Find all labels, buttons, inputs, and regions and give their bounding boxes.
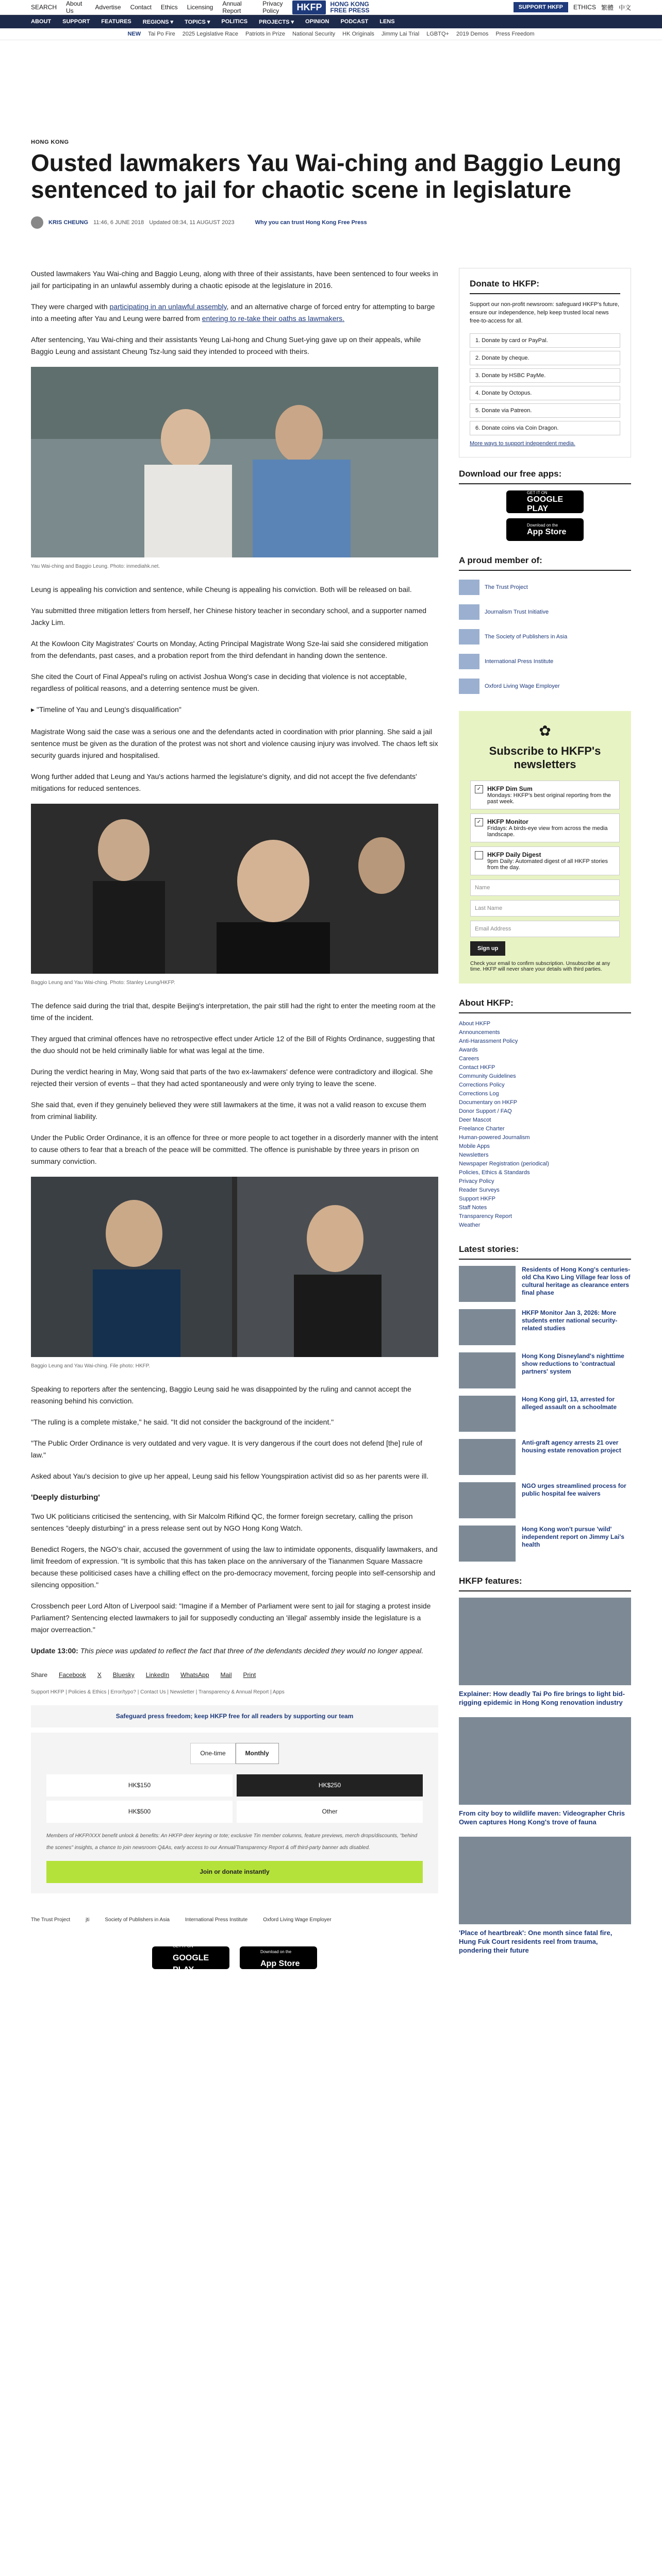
nav-opinion[interactable]: OPINION xyxy=(305,19,329,25)
paragraph: The defence said during the trial that, despite Beijing's interpretation, the pair still had the right to enter the meeting room at the time of the incident. xyxy=(31,1002,436,1022)
story-item[interactable] xyxy=(459,1439,631,1475)
article-title: Ousted lawmakers Yau Wai-ching and Baggio Leung sentenced to jail for chaotic scene in legislature xyxy=(31,149,622,203)
story-thumbnail xyxy=(459,1439,516,1475)
site-logo[interactable] xyxy=(292,1,369,14)
feature-headline[interactable]: 'Place of heartbreak': One month since fatal fire, Hung Fuk Court residents reel from trauma, pondering their future xyxy=(459,1929,613,1954)
paragraph: They argued that criminal offences have no retrospective effect under Article 12 of the Bill of Rights Ordinance, suggesting that the duo should not be held criminally liable for what was legal at the time. xyxy=(31,1035,435,1055)
story-item[interactable] xyxy=(459,1396,631,1432)
feature-image[interactable] xyxy=(459,1837,631,1924)
about-link[interactable]: Reader Surveys xyxy=(459,1187,500,1193)
paragraph: She cited the Court of Final Appeal's ruling on activist Joshua Wong's case in deciding that violence is not acceptable, regardless of political reasons, and a deterring sentence must be given. xyxy=(31,672,407,692)
top-link-contact[interactable]: Contact xyxy=(130,4,152,11)
about-link[interactable]: Freelance Charter xyxy=(459,1126,505,1132)
story-item[interactable] xyxy=(459,1482,631,1518)
trending-item[interactable]: 2019 Demos xyxy=(456,31,489,37)
first-name-field[interactable]: Name xyxy=(470,879,620,896)
paragraph: After sentencing, Yau Wai-ching and their assistants Yeung Lai-hong and Chung Suet-ying gave up on their appeals, while Baggio Leung and assistant Cheung Tsz-lung said they intended to proceed with theirs. xyxy=(31,335,421,355)
about-link[interactable]: Policies, Ethics & Standards xyxy=(459,1170,530,1176)
member-item[interactable] xyxy=(459,626,631,647)
about-widget xyxy=(459,998,631,1230)
paragraph: Crossbench peer Lord Alton of Liverpool said: "Imagine if a Member of Parliament were sent to jail for staging a protest inside Parliament? Sentencing elected lawmakers to jail for supposedly conducting an 'illegal' assembly inside the legislature is a major overreaction." xyxy=(31,1602,431,1634)
nav-features[interactable]: FEATURES xyxy=(101,19,131,25)
amount-option[interactable]: HK$150 xyxy=(46,1774,233,1797)
trending-item[interactable]: HK Originals xyxy=(342,31,374,37)
share-whatsapp[interactable]: WhatsApp xyxy=(180,1671,209,1679)
member-logo-icon xyxy=(459,629,479,645)
checkbox-icon[interactable]: ✓ xyxy=(475,818,483,826)
more-ways-link[interactable]: More ways to support independent media. xyxy=(470,440,575,447)
donate-option[interactable]: 1. Donate by card or PayPal. xyxy=(470,333,620,348)
nav-support[interactable]: SUPPORT xyxy=(62,19,90,25)
story-thumbnail xyxy=(459,1352,516,1388)
donate-widget xyxy=(459,268,631,457)
article-kicker[interactable]: HONG KONG xyxy=(31,139,69,145)
newsletter-desc: Mondays: HKFP's best original reporting from the past week. xyxy=(487,792,611,805)
newsletter-desc: 9pm Daily: Automated digest of all HKFP stories from the day. xyxy=(487,858,608,871)
member-name: Oxford Living Wage Employer xyxy=(485,683,560,689)
article-photo xyxy=(31,804,438,974)
freq-monthly[interactable]: Monthly xyxy=(236,1743,279,1764)
share-facebook[interactable]: Facebook xyxy=(59,1671,86,1679)
checkbox-icon[interactable]: ✓ xyxy=(475,785,483,793)
logo-mark: HKFP xyxy=(292,1,326,14)
story-headline: Anti-graft agency arrests 21 over housing estate renovation project xyxy=(522,1439,621,1454)
store-small-text: Download on the xyxy=(260,1950,292,1954)
member-logo[interactable]: The Trust Project xyxy=(31,1917,71,1923)
frequency-toggle xyxy=(46,1743,423,1764)
author-name[interactable]: KRIS CHEUNG xyxy=(48,219,89,226)
member-title: A proud member of: xyxy=(459,555,631,571)
deer-mascot-icon: ✿ xyxy=(539,723,551,739)
photo-caption: Baggio Leung and Yau Wai-ching. Photo: Stanley Leung/HKFP. xyxy=(31,980,175,986)
story-headline: Hong Kong Disneyland's nighttime show reductions to 'contractual partners' system xyxy=(522,1352,624,1375)
member-logo-icon xyxy=(459,580,479,595)
paragraph: Leung is appealing his conviction and sentence, while Cheung is appealing his conviction. Both will be released on bail. xyxy=(31,585,412,594)
paragraph: Benedict Rogers, the NGO's chair, accused the government of using the law to intimidate opponents, disqualify lawmakers, and limit freedom of expression. "It is symbolic that this has taken place on the anniversary of the Tiananmen Square Massacre because these politicised cases have a chilling effect on the pro-democracy movement, forcing people into self-censorship and silencing opposition." xyxy=(31,1545,438,1589)
google-play-button[interactable] xyxy=(506,490,584,513)
author-avatar xyxy=(31,216,43,229)
publish-date: 11:46, 6 JUNE 2018 xyxy=(93,219,144,226)
join-donate-button[interactable]: Join or donate instantly xyxy=(46,1861,423,1883)
member-name: International Press Institute xyxy=(485,658,554,665)
newsletter-name: HKFP Monitor xyxy=(487,818,528,825)
features-title: HKFP features: xyxy=(459,1576,631,1591)
article-photo xyxy=(31,1177,438,1357)
store-small-text: GET IT ON xyxy=(173,1943,193,1948)
paragraph: Speaking to reporters after the sentencing, Baggio Leung said he was disappointed by the ruling and cannot accept the reasoning behind his conviction. xyxy=(31,1385,411,1405)
donate-box xyxy=(31,1733,438,1893)
nav-about[interactable]: ABOUT xyxy=(31,19,52,25)
store-name: App Store xyxy=(260,1959,300,1968)
trust-link[interactable]: Why you can trust Hong Kong Free Press xyxy=(255,219,367,226)
story-item[interactable] xyxy=(459,1266,631,1302)
text: They were charged with xyxy=(31,302,110,311)
byline xyxy=(31,216,631,229)
donate-option[interactable]: 2. Donate by cheque. xyxy=(470,351,620,365)
text: , and an alternative charge of forced entry for attempting to barge into a meeting after Yau and Leung were barred from xyxy=(31,302,435,323)
paragraph: Ousted lawmakers Yau Wai-ching and Baggio Leung, along with three of their assistants, have been sentenced to four weeks in jail for participating in an unlawful assembly during a chaotic episode at the legislature in 2016. xyxy=(31,269,438,290)
about-link[interactable]: Awards xyxy=(459,1047,478,1053)
about-link[interactable]: Anti-Harassment Policy xyxy=(459,1038,518,1044)
paragraph: Wong further added that Leung and Yau's actions harmed the legislature's dignity, and did not accept the five defendants' mitigations for reduced sentences. xyxy=(31,772,417,792)
nav-regions[interactable]: REGIONS ▾ xyxy=(142,19,174,25)
update-label: Update 13:00: xyxy=(31,1647,80,1655)
about-link[interactable]: Corrections Log xyxy=(459,1091,499,1097)
about-link[interactable]: Transparency Report xyxy=(459,1213,512,1219)
member-logo-icon xyxy=(459,679,479,694)
latest-stories-widget xyxy=(459,1244,631,1562)
trending-item[interactable]: Press Freedom xyxy=(495,31,535,37)
article-photo xyxy=(31,367,438,557)
store-name: GOOGLE PLAY xyxy=(527,495,564,513)
donate-title: Donate to HKFP: xyxy=(470,279,620,294)
newsletter-option[interactable] xyxy=(470,814,620,842)
donate-option[interactable]: 5. Donate via Patreon. xyxy=(470,403,620,418)
store-name: App Store xyxy=(527,527,567,536)
about-link[interactable]: Donor Support / FAQ xyxy=(459,1108,512,1114)
search-button[interactable]: SEARCH xyxy=(31,4,57,11)
top-link-about[interactable]: About Us xyxy=(66,0,82,14)
sidebar xyxy=(459,268,631,1969)
membership-note: Members of HKFP/XXX benefit unlock & benefits: An HKFP deer keyring or tote; exclusive Tin member columns, feature previews, merch drops/discounts, "behind the scenes" insights, a chance to join newsroom Q&As, early access to our Annual/Transparency Report & off third-party banner ads disabled. xyxy=(46,1833,418,1851)
amount-option[interactable]: HK$500 xyxy=(46,1801,233,1823)
paragraph: Under the Public Order Ordinance, it is an offence for three or more people to act together in a disorderly manner with the intent to cause others to fear that a breach of the peace will be committed. The offence is punishable by three years in prison on summary conviction. xyxy=(31,1133,438,1165)
newsletter-name: HKFP Daily Digest xyxy=(487,851,541,858)
about-link[interactable]: Staff Notes xyxy=(459,1205,487,1211)
article-header xyxy=(31,139,631,244)
nav-politics[interactable]: POLITICS xyxy=(221,19,248,25)
trending-item[interactable]: National Security xyxy=(292,31,336,37)
photo-caption: Yau Wai-ching and Baggio Leung. Photo: inmediahk.net. xyxy=(31,564,160,569)
member-item[interactable] xyxy=(459,577,631,598)
member-name: The Trust Project xyxy=(485,584,528,590)
app-store-button[interactable] xyxy=(240,1946,317,1969)
member-logo[interactable]: International Press Institute xyxy=(185,1917,248,1923)
top-link-advertise[interactable]: Advertise xyxy=(95,4,121,11)
story-item[interactable] xyxy=(459,1352,631,1388)
amount-option[interactable]: Other xyxy=(237,1801,423,1823)
feature-headline[interactable]: Explainer: How deadly Tai Po fire brings to light bid-rigging epidemic in Hong Kong renovation industry xyxy=(459,1690,625,1706)
story-headline: HKFP Monitor Jan 3, 2026: More students enter national security-related studies xyxy=(522,1309,618,1332)
timeline-toggle[interactable]: ▸ "Timeline of Yau and Leung's disqualification" xyxy=(31,705,181,714)
update-text: This piece was updated to reflect the fact that three of the defendants decided they would no longer appeal. xyxy=(80,1647,424,1655)
story-thumbnail xyxy=(459,1396,516,1432)
about-link[interactable]: Deer Mascot xyxy=(459,1117,491,1123)
inline-link[interactable]: participating in an unlawful assembly xyxy=(109,302,227,311)
newsletter-widget xyxy=(459,711,631,984)
logo-line2: FREE PRESS xyxy=(330,7,370,14)
paragraph: Magistrate Wong said the case was a serious one and the defendants acted in coordination with prior planning. She said a jail sentence must be given as the duration of the protest was not short and violence causing injury was involved. The chaos left six security guards injured and hospitalised. xyxy=(31,727,438,759)
signup-button[interactable]: Sign up xyxy=(470,941,505,956)
about-link[interactable]: Mobile Apps xyxy=(459,1143,490,1149)
paragraph: "The Public Order Ordinance is very outdated and very vague. It is very dangerous if the court does not defend [the] rule of law." xyxy=(31,1439,423,1459)
updated-date: Updated 08:34, 11 AUGUST 2023 xyxy=(149,219,235,226)
share-linkedin[interactable]: LinkedIn xyxy=(145,1671,170,1679)
member-item[interactable] xyxy=(459,676,631,697)
paragraph: During the verdict hearing in May, Wong said that parts of the two ex-lawmakers' defence were contradictory and illogical. She rejected their version of events – that they had acted spontaneously and were only trying to leave the scene. xyxy=(31,1067,433,1088)
store-small-text: GET IT ON xyxy=(527,490,548,495)
trending-item[interactable]: LGBTQ+ xyxy=(426,31,449,37)
article-footer-links[interactable]: Support HKFP | Policies & Ethics | Error/typo? | Contact Us | Newsletter | Transparency & Annual Report | Apps xyxy=(31,1689,285,1695)
top-link-annual[interactable]: Annual Report xyxy=(222,0,242,14)
last-name-field[interactable]: Last Name xyxy=(470,900,620,917)
photo-caption: Baggio Leung and Yau Wai-ching. File photo: HKFP. xyxy=(31,1363,150,1369)
photo-illustration xyxy=(31,1177,438,1357)
donate-banner[interactable]: Safeguard press freedom; keep HKFP free for all readers by supporting our team xyxy=(31,1705,438,1727)
logo-line1: HONG KONG xyxy=(330,1,369,8)
newsletter-option[interactable] xyxy=(470,846,620,875)
member-logo-icon xyxy=(459,604,479,620)
email-field[interactable]: Email Address xyxy=(470,921,620,937)
story-item[interactable] xyxy=(459,1309,631,1345)
story-item[interactable] xyxy=(459,1526,631,1562)
apps-title: Download our free apps: xyxy=(459,469,631,484)
about-link[interactable]: Corrections Policy xyxy=(459,1082,505,1088)
chinese-link[interactable]: 繁體 xyxy=(601,4,614,11)
about-link[interactable]: Announcements xyxy=(459,1029,500,1036)
member-logos-row xyxy=(31,1914,438,1926)
apps-widget xyxy=(459,469,631,541)
donate-option[interactable]: 3. Donate by HSBC PayMe. xyxy=(470,368,620,383)
share-print[interactable]: Print xyxy=(243,1671,256,1679)
about-link[interactable]: About HKFP xyxy=(459,1021,491,1027)
paragraph: Asked about Yau's decision to give up her appeal, Leung said his fellow Youngspiration activist did so as her parents were ill. xyxy=(31,1472,429,1480)
paragraph xyxy=(31,301,438,325)
chinese-link-2[interactable]: 中文 xyxy=(618,4,631,11)
about-link[interactable]: Weather xyxy=(459,1222,481,1228)
app-store-buttons xyxy=(31,1943,438,1974)
about-link[interactable]: Support HKFP xyxy=(459,1196,495,1202)
feature-headline[interactable]: From city boy to wildlife maven: Videographer Chris Owen captures Hong Kong's trove of fauna xyxy=(459,1809,625,1826)
subheading: 'Deeply disturbing' xyxy=(31,1493,100,1502)
about-link[interactable]: Human-powered Journalism xyxy=(459,1134,530,1141)
trending-item[interactable]: Jimmy Lai Trial xyxy=(381,31,420,37)
newsletter-fineprint: Check your email to confirm subscription. Unsubscribe at any time. HKFP will never share your details with third parties. xyxy=(470,961,610,972)
timeline-toggle-label: "Timeline of Yau and Leung's disqualification" xyxy=(36,705,181,714)
member-logo[interactable]: Society of Publishers in Asia xyxy=(105,1917,170,1923)
paragraph: She said that, even if they genuinely believed they were still lawmakers at the time, it was not a valid reason to excuse them from criminal liability. xyxy=(31,1100,426,1121)
nav-projects[interactable]: PROJECTS ▾ xyxy=(259,19,294,25)
app-store-button[interactable] xyxy=(506,518,584,541)
about-title: About HKFP: xyxy=(459,998,631,1013)
about-link[interactable]: Contact HKFP xyxy=(459,1064,495,1071)
story-thumbnail xyxy=(459,1309,516,1345)
google-play-button[interactable] xyxy=(152,1943,229,1974)
top-link-ethics[interactable]: Ethics xyxy=(160,4,178,11)
top-link-privacy[interactable]: Privacy Policy xyxy=(262,0,283,14)
member-logo[interactable]: jti xyxy=(86,1917,90,1923)
story-thumbnail xyxy=(459,1266,516,1302)
member-name: The Society of Publishers in Asia xyxy=(485,634,568,640)
newsletter-title: Subscribe to HKFP's newsletters xyxy=(489,744,601,771)
article-body xyxy=(31,268,438,1974)
about-link[interactable]: Careers xyxy=(459,1056,479,1062)
main-nav xyxy=(0,15,662,28)
paragraph: Two UK politicians criticised the sentencing, with Sir Malcolm Rifkind QC, the former foreign secretary, calling the prison sentences "deeply disturbing" in a press release sent out by NGO Hong Kong Watch. xyxy=(31,1512,413,1532)
story-headline: NGO urges streamlined process for public hospital fee waivers xyxy=(522,1482,626,1497)
trending-bar xyxy=(0,28,662,40)
top-bar xyxy=(0,0,662,15)
about-link[interactable]: Privacy Policy xyxy=(459,1178,494,1184)
about-link[interactable]: Newsletters xyxy=(459,1152,489,1158)
about-link[interactable]: Community Guidelines xyxy=(459,1073,516,1079)
trending-item[interactable]: Patriots in Prize xyxy=(245,31,285,37)
story-headline: Residents of Hong Kong's centuries-old Cha Kwo Ling Village fear loss of cultural heritage as clearance enters final phase xyxy=(522,1266,631,1296)
photo-illustration xyxy=(31,804,438,974)
newsletter-option[interactable] xyxy=(470,781,620,809)
member-logo-icon xyxy=(459,654,479,669)
member-widget xyxy=(459,555,631,697)
feature-image[interactable] xyxy=(459,1598,631,1685)
amount-grid xyxy=(46,1774,423,1823)
donate-option[interactable]: 6. Donate coins via Coin Dragon. xyxy=(470,421,620,435)
update-note xyxy=(31,1645,438,1657)
share-x[interactable]: X xyxy=(97,1671,102,1679)
trending-item[interactable]: Tai Po Fire xyxy=(148,31,175,37)
nav-podcast[interactable]: PODCAST xyxy=(340,19,369,25)
share-bluesky[interactable]: Bluesky xyxy=(112,1671,135,1679)
checkbox-icon[interactable] xyxy=(475,851,483,859)
trending-item[interactable]: 2025 Legislative Race xyxy=(182,31,238,37)
feature-image[interactable] xyxy=(459,1717,631,1805)
latest-title: Latest stories: xyxy=(459,1244,631,1260)
features-widget xyxy=(459,1576,631,1955)
share-label: Share xyxy=(31,1671,48,1679)
story-headline: Hong Kong girl, 13, arrested for alleged assault on a schoolmate xyxy=(522,1396,617,1411)
photo-illustration xyxy=(31,367,438,557)
ethics-link[interactable]: ETHICS xyxy=(573,4,596,11)
about-link[interactable]: Documentary on HKFP xyxy=(459,1099,518,1106)
logo-text xyxy=(330,1,369,13)
store-name: GOOGLE PLAY xyxy=(173,1953,209,1974)
newsletter-desc: Fridays: A birds-eye view from across the media landscape. xyxy=(487,825,608,838)
support-hkfp-button[interactable]: SUPPORT HKFP xyxy=(514,2,568,12)
nav-topics[interactable]: TOPICS ▾ xyxy=(185,19,210,25)
member-name: Journalism Trust Initiative xyxy=(485,609,549,615)
trending-new-label: NEW xyxy=(127,31,141,37)
freq-one-time[interactable]: One-time xyxy=(190,1743,235,1764)
top-link-licensing[interactable]: Licensing xyxy=(187,4,213,11)
newsletter-name: HKFP Dim Sum xyxy=(487,785,533,792)
member-item[interactable] xyxy=(459,651,631,672)
member-item[interactable] xyxy=(459,602,631,622)
share-bar xyxy=(31,1669,438,1681)
nav-lens[interactable]: LENS xyxy=(379,19,395,25)
paragraph: "The ruling is a complete mistake," he said. "It did not consider the background of the incident." xyxy=(31,1418,334,1426)
paragraph: Yau submitted three mitigation letters from herself, her Chinese history teacher in secondary school, and a supporter named Jacky Lim. xyxy=(31,606,427,626)
inline-link[interactable]: entering to re-take their oaths as lawmakers. xyxy=(202,314,345,323)
story-thumbnail xyxy=(459,1482,516,1518)
amount-option[interactable]: HK$250 xyxy=(237,1774,423,1797)
paragraph: At the Kowloon City Magistrates' Courts on Monday, Acting Principal Magistrate Wong Sze-lai said she considered mitigation from the defendants, past cases, and a probation report from the third defendant in handing down the sentence. xyxy=(31,639,428,659)
share-mail[interactable]: Mail xyxy=(220,1671,232,1679)
about-link[interactable]: Newspaper Registration (periodical) xyxy=(459,1161,549,1167)
donate-intro: Support our non-profit newsroom: safeguard HKFP's future, ensure our independence, help keep trusted local news free-to-access for all. xyxy=(470,301,620,324)
donate-option[interactable]: 4. Donate by Octopus. xyxy=(470,386,620,400)
story-thumbnail xyxy=(459,1526,516,1562)
story-headline: Hong Kong won't pursue 'wild' independent report on Jimmy Lai's health xyxy=(522,1526,624,1548)
member-logo[interactable]: Oxford Living Wage Employer xyxy=(263,1917,332,1923)
store-small-text: Download on the xyxy=(527,522,558,528)
